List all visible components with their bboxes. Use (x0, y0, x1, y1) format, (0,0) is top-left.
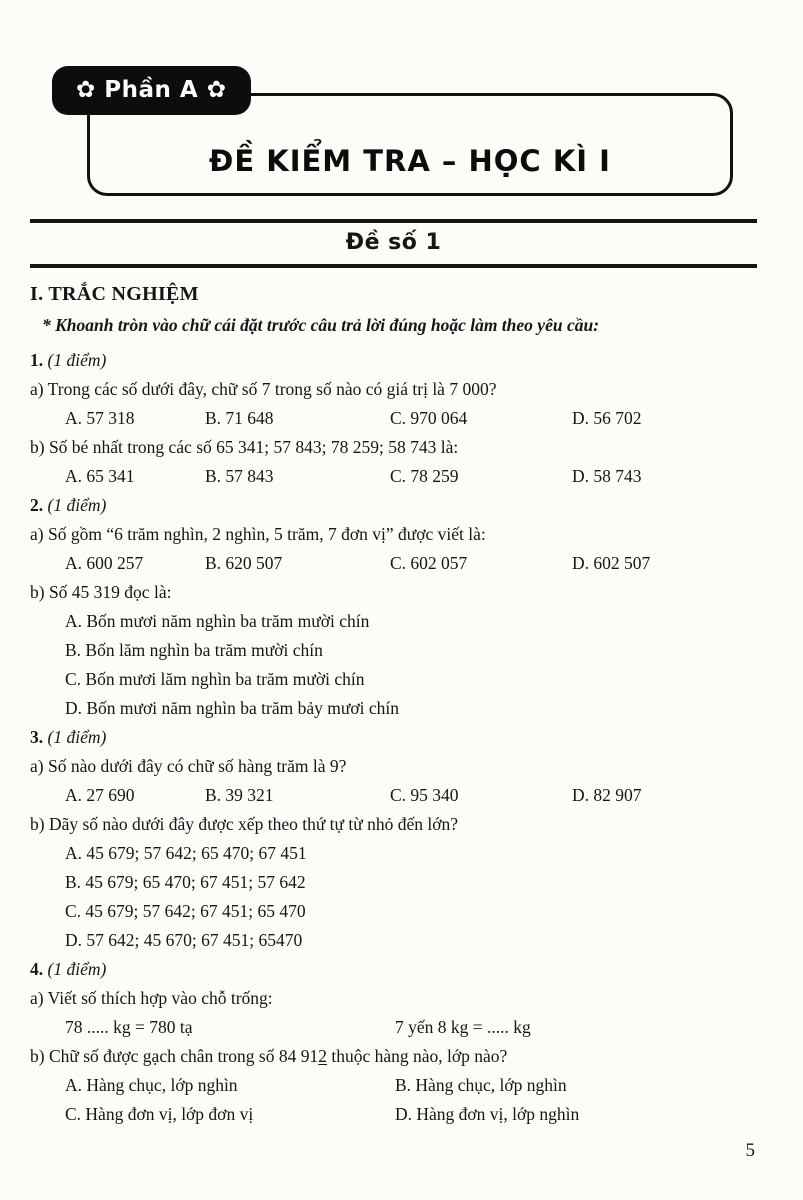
question-1a-options (65, 404, 757, 433)
question-1a-text (30, 375, 757, 404)
part-label: b) (30, 814, 45, 834)
page-content (30, 219, 757, 1129)
answer-option-c: C. 95 340 (390, 785, 459, 805)
page-number: 5 (745, 1140, 755, 1161)
answer-option-c: C. Bốn mươi lăm nghìn ba trăm mười chín (65, 669, 365, 689)
answer-option-a: A. Hàng chục, lớp nghìn (65, 1075, 238, 1095)
question-4a-text (30, 984, 757, 1013)
question-1b-options (65, 462, 757, 491)
question-text: Số gồm “6 trăm nghìn, 2 nghìn, 5 trăm, 7 đơn vị” được viết là: (47, 524, 486, 544)
question-text: Số 45 319 đọc là: (48, 582, 172, 602)
answer-option-c: C. 45 679; 57 642; 67 451; 65 470 (65, 901, 306, 921)
text-suffix: thuộc hàng nào, lớp nào? (327, 1046, 508, 1066)
question-2b-options (65, 607, 757, 723)
answer-option-a: A. 57 318 (65, 408, 135, 428)
answer-option-a: A. 27 690 (65, 785, 135, 805)
question-text: Số nào dưới đây có chữ số hàng trăm là 9? (47, 756, 347, 776)
question-3b-options (65, 839, 757, 955)
question-3-number: 3. (30, 727, 44, 747)
question-1-header (30, 346, 757, 375)
question-4-number: 4. (30, 959, 44, 979)
answer-option-a: A. 45 679; 57 642; 65 470; 67 451 (65, 843, 307, 863)
part-label: a) (30, 524, 44, 544)
question-2a-options (65, 549, 757, 578)
question-3a-text (30, 752, 757, 781)
question-3-points: (1 điểm) (47, 727, 107, 747)
answer-option-c: C. Hàng đơn vị, lớp đơn vị (65, 1104, 254, 1124)
answer-option-d: D. 58 743 (572, 466, 642, 486)
fill-in-left: 78 ..... kg = 780 tạ (65, 1017, 193, 1037)
answer-option-c: C. 602 057 (390, 553, 468, 573)
answer-option-b: B. 57 843 (205, 466, 274, 486)
answer-option-b: B. 39 321 (205, 785, 274, 805)
question-2-points: (1 điểm) (47, 495, 107, 515)
question-4b-options (65, 1071, 757, 1129)
answer-option-b: B. 71 648 (205, 408, 274, 428)
question-4-points: (1 điểm) (47, 959, 107, 979)
question-4-header (30, 955, 757, 984)
question-text: Số bé nhất trong các số 65 341; 57 843; 78 259; 58 743 là: (48, 437, 459, 457)
answer-option-d: D. 57 642; 45 670; 67 451; 65470 (65, 930, 303, 950)
section-divider-bottom (30, 264, 757, 268)
answer-option-d: D. 56 702 (572, 408, 642, 428)
question-2-header (30, 491, 757, 520)
fill-in-right: 7 yến 8 kg = ..... kg (395, 1017, 531, 1037)
instruction-text: * Khoanh tròn vào chữ cái đặt trước câu trả lời đúng hoặc làm theo yêu cầu: (42, 315, 600, 335)
question-2-number: 2. (30, 495, 44, 515)
part-label: b) (30, 1046, 45, 1066)
answer-option-b: B. Bốn lăm nghìn ba trăm mười chín (65, 640, 323, 660)
question-1-number: 1. (30, 350, 44, 370)
question-3-header (30, 723, 757, 752)
question-text: Trong các số dưới đây, chữ số 7 trong số nào có giá trị là 7 000? (47, 379, 497, 399)
question-2a-text (30, 520, 757, 549)
answer-option-d: D. 602 507 (572, 553, 651, 573)
section-title: Đề số 1 (345, 230, 442, 255)
answer-option-a: A. 65 341 (65, 466, 135, 486)
exam-title: ĐỀ KIỂM TRA – HỌC KÌ I (209, 144, 611, 178)
text-prefix: Chữ số được gạch chân trong số 84 91 (48, 1046, 319, 1066)
question-3a-options (65, 781, 757, 810)
question-1-points: (1 điểm) (47, 350, 107, 370)
question-4a-fill-ins (65, 1013, 757, 1042)
question-3b-text (30, 810, 757, 839)
question-text: Viết số thích hợp vào chỗ trống: (47, 988, 273, 1008)
answer-option-c: C. 78 259 (390, 466, 459, 486)
answer-option-b: B. 620 507 (205, 553, 283, 573)
answer-option-d: D. 82 907 (572, 785, 642, 805)
question-4b-text (30, 1042, 757, 1071)
question-2b-text (30, 578, 757, 607)
part-label: b) (30, 582, 45, 602)
part-a-badge (52, 66, 251, 115)
answer-option-d: D. Bốn mươi năm nghìn ba trăm bảy mươi chín (65, 698, 399, 718)
answer-option-b: B. 45 679; 65 470; 67 451; 57 642 (65, 872, 306, 892)
question-text: Dãy số nào dưới đây được xếp theo thứ tự từ nhỏ đến lớn? (48, 814, 459, 834)
part-label: a) (30, 756, 44, 776)
answer-option-a: A. 600 257 (65, 553, 144, 573)
answer-option-b: B. Hàng chục, lớp nghìn (395, 1075, 567, 1095)
part-label: a) (30, 379, 44, 399)
part-a-badge-label: ✿ Phần A ✿ (76, 77, 227, 103)
part-heading: I. TRẮC NGHIỆM (30, 283, 199, 305)
part-label: a) (30, 988, 44, 1008)
answer-option-d: D. Hàng đơn vị, lớp nghìn (395, 1104, 580, 1124)
answer-option-a: A. Bốn mươi năm nghìn ba trăm mười chín (65, 611, 370, 631)
answer-option-c: C. 970 064 (390, 408, 468, 428)
question-text (49, 1046, 507, 1066)
part-label: b) (30, 437, 45, 457)
underlined-digit: 2 (318, 1046, 327, 1066)
question-1b-text (30, 433, 757, 462)
